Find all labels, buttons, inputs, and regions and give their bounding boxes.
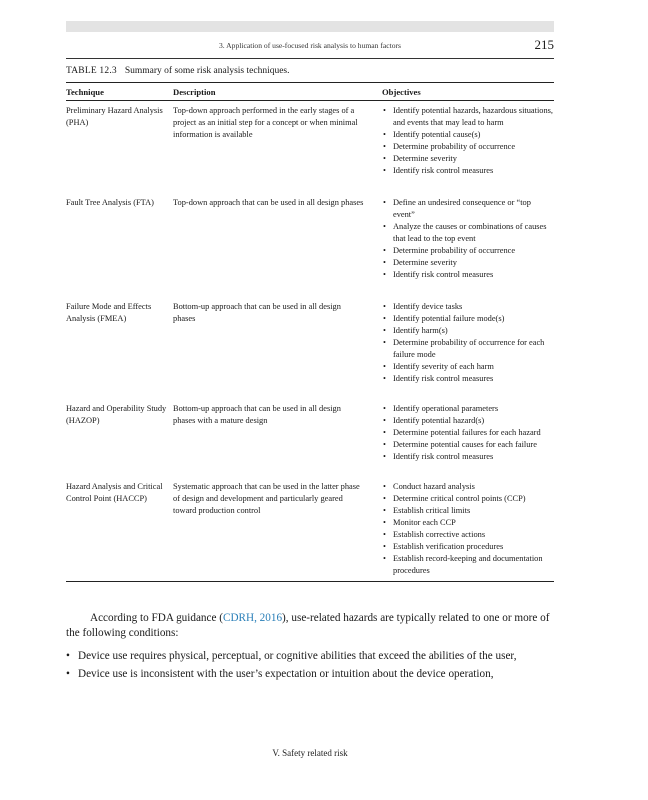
objective-item: • Define an undesired consequence or “top event”: [382, 197, 554, 221]
header-rule: [66, 58, 554, 59]
objective-item: • Determine probability of occurrence for each failure mode: [382, 337, 554, 361]
table-body: [66, 101, 554, 582]
top-gray-bar: [66, 21, 554, 32]
objective-item: • Establish verification procedures: [382, 541, 554, 553]
cell-technique: Failure Mode and Effects Analysis (FMEA): [66, 302, 152, 323]
running-header: [66, 36, 554, 58]
table-row: [66, 477, 554, 582]
page-number: 215: [534, 37, 554, 52]
table-caption-text: Summary of some risk analysis techniques.: [124, 66, 290, 76]
objective-item: • Identify severity of each harm: [382, 361, 554, 373]
objective-item: • Identify risk control measures: [382, 165, 554, 177]
objective-item: • Determine probability of occurrence: [382, 141, 554, 153]
objective-item: • Identify potential failure mode(s): [382, 313, 554, 325]
objective-item: • Identify risk control measures: [382, 451, 554, 463]
objective-item: • Monitor each CCP: [382, 517, 554, 529]
objective-item: • Determine potential failures for each hazard: [382, 427, 554, 439]
body-text: [66, 611, 556, 685]
objective-item: • Establish corrective actions: [382, 529, 554, 541]
cell-technique: Hazard Analysis and Critical Control Point (HACCP): [66, 477, 173, 582]
cell-technique: Preliminary Hazard Analysis (PHA): [66, 106, 163, 127]
objective-item: • Establish critical limits: [382, 505, 554, 517]
objective-item: • Analyze the causes or combinations of causes that lead to the top event: [382, 221, 554, 245]
objective-item: • Identify risk control measures: [382, 373, 554, 385]
cell-description: Top-down approach performed in the early stages of a project as an initial step for a concept or when minimal information is available: [173, 106, 358, 139]
objectives-list: [382, 481, 554, 577]
table: [66, 82, 554, 582]
objectives-list: [382, 301, 554, 385]
paragraph-text-start: According to FDA guidance (: [90, 612, 223, 624]
cell-description: Top-down approach that can be used in all design phases: [173, 198, 364, 207]
objectives-list: [382, 105, 554, 177]
footer-part-title: V. Safety related risk: [272, 748, 348, 758]
objective-item: • Identify risk control measures: [382, 269, 554, 281]
paragraph-text-end: ), use-related hazards are typically related to one or more of the following conditions:: [66, 612, 550, 639]
objective-item: • Determine severity: [382, 257, 554, 269]
objective-item: • Identify operational parameters: [382, 403, 554, 415]
objective-item: • Identify potential hazards, hazardous situations, and events that may lead to harm: [382, 105, 554, 129]
table-header-row: [66, 83, 554, 101]
cell-technique: Fault Tree Analysis (FTA): [66, 198, 154, 207]
cell-technique: Hazard and Operability Study (HAZOP): [66, 404, 167, 425]
objective-item: • Determine severity: [382, 153, 554, 165]
cell-objectives: [382, 477, 554, 582]
condition-item: • Device use requires physical, perceptual, or cognitive abilities that exceed the abilities of the user,: [66, 649, 556, 664]
cell-objectives: [382, 297, 554, 399]
column-header-description: Description: [173, 83, 382, 101]
objective-item: • Identify device tasks: [382, 301, 554, 313]
column-header-technique: Technique: [66, 83, 173, 101]
running-title: 3. Application of use-focused risk analysis to human factors: [219, 41, 401, 50]
objective-item: • Identify harm(s): [382, 325, 554, 337]
body-paragraph: [66, 611, 556, 641]
objective-item: • Determine potential causes for each failure: [382, 439, 554, 451]
objectives-list: [382, 403, 554, 463]
table-row: [66, 297, 554, 399]
cell-objectives: [382, 193, 554, 297]
cell-description: Systematic approach that can be used in the latter phase of design and development and particularly geared toward production control: [173, 477, 382, 582]
table-row: [66, 399, 554, 477]
risk-techniques-table: [66, 82, 554, 582]
cell-objectives: [382, 101, 554, 194]
cell-description: Bottom-up approach that can be used in all design phases with a mature design: [173, 404, 341, 425]
objective-item: • Identify potential cause(s): [382, 129, 554, 141]
cell-objectives: [382, 399, 554, 477]
objective-item: • Determine critical control points (CCP): [382, 493, 554, 505]
column-header-objectives: Objectives: [382, 83, 554, 101]
table-caption: [66, 66, 290, 76]
objective-item: • Establish record-keeping and documentation procedures: [382, 553, 554, 577]
objective-item: • Determine probability of occurrence: [382, 245, 554, 257]
table-row: [66, 193, 554, 297]
objective-item: • Identify potential hazard(s): [382, 415, 554, 427]
objectives-list: [382, 197, 554, 281]
table-label: TABLE 12.3: [66, 66, 117, 76]
cell-description: Bottom-up approach that can be used in all design phases: [173, 302, 341, 323]
conditions-list: [66, 649, 556, 682]
table-row: [66, 101, 554, 194]
objective-item: • Conduct hazard analysis: [382, 481, 554, 493]
citation-link[interactable]: CDRH, 2016: [222, 612, 283, 624]
condition-item: • Device use is inconsistent with the user’s expectation or intuition about the device operation,: [66, 667, 556, 682]
